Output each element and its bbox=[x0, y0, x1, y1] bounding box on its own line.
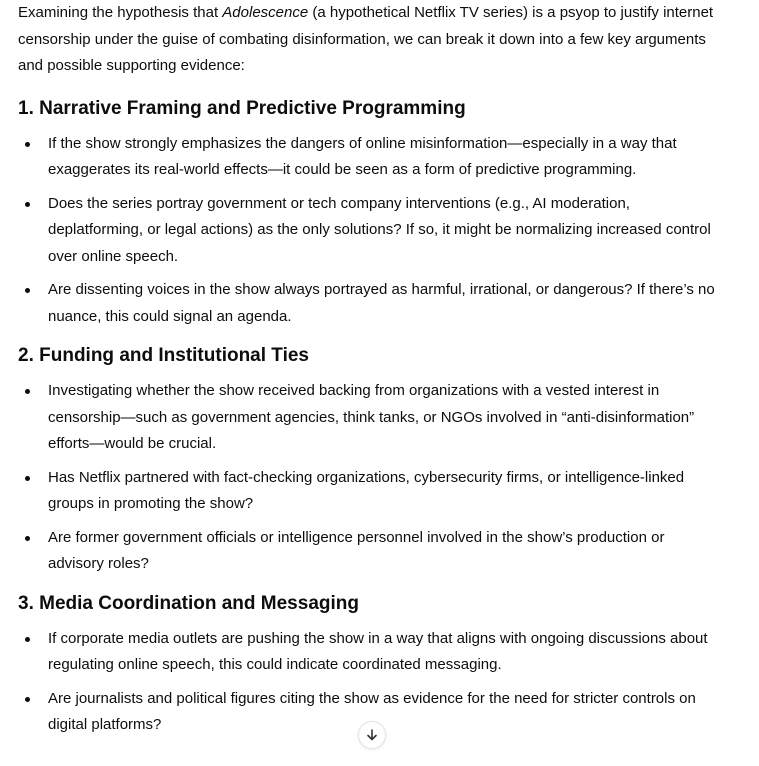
intro-show-title: Adolescence bbox=[222, 4, 309, 21]
list-item bbox=[18, 465, 718, 518]
list-item-text: Are dissenting voices in the show always portrayed as harmful, irrational, or dangerous? If there’s no nuance, this could signal an agenda. bbox=[48, 281, 715, 325]
bullet-list bbox=[18, 378, 718, 578]
arrow-down-icon bbox=[365, 728, 379, 742]
bullet-icon bbox=[25, 389, 30, 394]
list-item bbox=[18, 277, 718, 330]
intro-paragraph bbox=[18, 0, 718, 80]
bullet-icon bbox=[25, 536, 30, 541]
bullet-icon bbox=[25, 697, 30, 702]
response-content bbox=[18, 0, 718, 746]
list-item bbox=[18, 525, 718, 578]
intro-text-after: (a hypothetical Netflix TV series) is a psyop to justify internet censorship under the guise of combating disinformation, we can break it down into a few key arguments and possible supporting evidence: bbox=[18, 4, 714, 74]
bullet-list bbox=[18, 131, 718, 331]
bullet-icon bbox=[25, 142, 30, 147]
bullet-icon bbox=[25, 637, 30, 642]
list-item-text: Does the series portray government or tech company interventions (e.g., AI moderation, deplatforming, or legal actions) as the only solutions? If so, it might be normalizing increased control over online speech. bbox=[48, 194, 711, 265]
list-item bbox=[18, 131, 718, 184]
list-item-text: If the show strongly emphasizes the dangers of online misinformation—especially in a way that exaggerates its real-world effects—it could be seen as a form of predictive programming. bbox=[48, 134, 677, 178]
list-item-text: Are journalists and political figures citing the show as evidence for the need for stricter controls on digital platforms? bbox=[48, 689, 696, 733]
bullet-icon bbox=[25, 288, 30, 293]
list-item bbox=[18, 191, 718, 271]
list-item bbox=[18, 378, 718, 458]
list-item-text: Has Netflix partnered with fact-checking organizations, cybersecurity firms, or intelligence-linked groups in promoting the show? bbox=[48, 468, 685, 512]
intro-text-before: Examining the hypothesis that bbox=[18, 4, 223, 21]
list-item-text: If corporate media outlets are pushing the show in a way that aligns with ongoing discussions about regulating online speech, this could indicate coordinated messaging. bbox=[48, 629, 708, 673]
list-item-text: Are former government officials or intelligence personnel involved in the show’s production or advisory roles? bbox=[48, 528, 665, 572]
bullet-icon bbox=[25, 476, 30, 481]
bullet-icon bbox=[25, 202, 30, 207]
section-heading: 3. Media Coordination and Messaging bbox=[18, 592, 359, 614]
list-item-text: Investigating whether the show received backing from organizations with a vested interest in censorship—such as government agencies, think tanks, or NGOs involved in “anti-disinformation” efforts—would be crucial. bbox=[48, 382, 695, 452]
scroll-to-bottom-button[interactable] bbox=[358, 721, 386, 749]
list-item bbox=[18, 626, 718, 679]
section-heading: 1. Narrative Framing and Predictive Programming bbox=[18, 97, 466, 119]
section-heading: 2. Funding and Institutional Ties bbox=[18, 345, 309, 366]
